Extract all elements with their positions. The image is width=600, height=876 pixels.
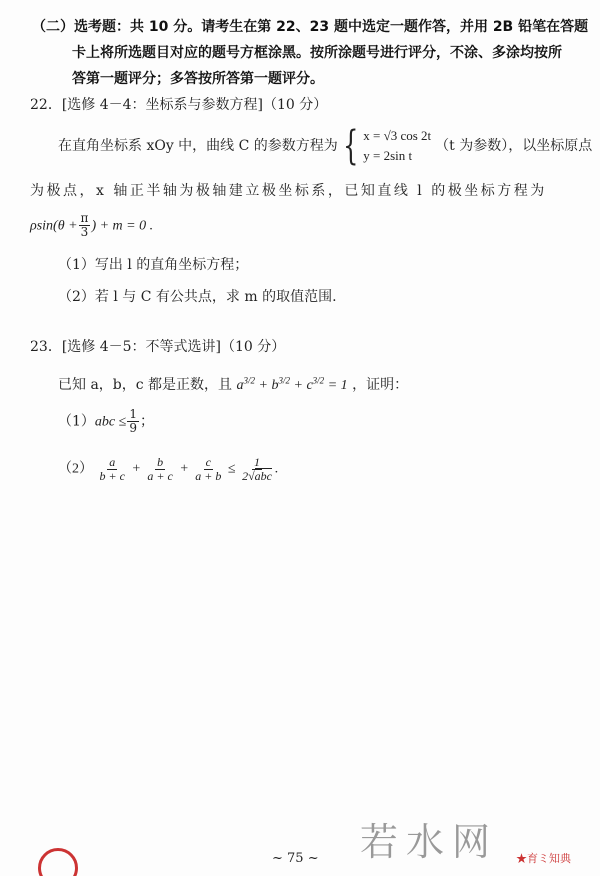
p1-den: 9 — [129, 421, 137, 435]
q23-intro — [58, 376, 408, 395]
page-number: ~ 75 ~ — [272, 851, 319, 866]
q22-line2: 为极点，x 轴正半轴为极轴建立极坐标系，已知直线 l 的极坐标方程为 — [30, 183, 547, 199]
polar-num: π — [80, 211, 89, 225]
polar-den: 3 — [80, 225, 89, 239]
q22-intro: 在直角坐标系 xOy 中，曲线 C 的参数方程为 — [58, 138, 338, 154]
section-line-3: 答第一题评分；多答按所答第一题评分。 — [72, 71, 324, 87]
section-line-1: （二）选考题：共 10 分。请考生在第 22、23 题中选定一题作答，并用 2B 铅笔在答题 — [32, 19, 589, 35]
q22-part2: （2）若 l 与 C 有公共点，求 m 的取值范围. — [58, 289, 337, 305]
polar-post: ) + m = 0 . — [91, 218, 154, 234]
polar-pre: ρsin(θ + — [30, 218, 78, 234]
q22-param: （t 为参数），以坐标原点 — [435, 138, 593, 154]
p1-end: ； — [139, 413, 154, 430]
q22-polar-eq — [30, 212, 153, 239]
watermark: 若水网 — [360, 820, 499, 864]
q22-heading: 22．[选修 4－4：坐标系与参数方程]（10 分） — [30, 97, 328, 113]
q22-part1: （1）写出 l 的直角坐标方程； — [58, 257, 249, 273]
q23-intro-pre: 已知 a，b，c 都是正数，且 — [58, 377, 233, 393]
eq-x: x = √3 cos 2t — [363, 128, 432, 143]
q23-intro-post: ，证明： — [352, 377, 409, 393]
q23-part2: （2） $\frac{a}{b + c}$ + $\frac{b}{a + c}$ + $\frac{c}{a + b}$ ≤ $\frac{1}{\text{2√abc}}$ . — [58, 455, 279, 483]
p2-end: . — [275, 461, 279, 477]
q23-heading: 23．[选修 4－5：不等式选讲]（10 分） — [30, 339, 286, 355]
q23-part1 — [58, 408, 154, 435]
p2-label: （2） — [58, 461, 93, 477]
watermark-sub: ★育ミ知典 — [516, 852, 571, 865]
eq-y: y = 2sin t — [363, 148, 413, 163]
q23-condition: $a^{3/2} + b^{3/2} + c^{3/2} = 1$ — [236, 375, 348, 393]
p1-expr: abc ≤ — [94, 414, 127, 430]
section-line-2: 卡上将所选题目对应的题号方框涂黑。按所涂题号进行评分，不涂、多涂均按所 — [72, 45, 562, 61]
school-seal-logo — [38, 848, 78, 876]
p1-num: 1 — [129, 407, 137, 421]
parametric-system: { x = √3 cos 2t y = 2sin t — [342, 123, 432, 169]
q22-intro-line — [58, 123, 593, 169]
p1-label: （1） — [58, 413, 95, 430]
